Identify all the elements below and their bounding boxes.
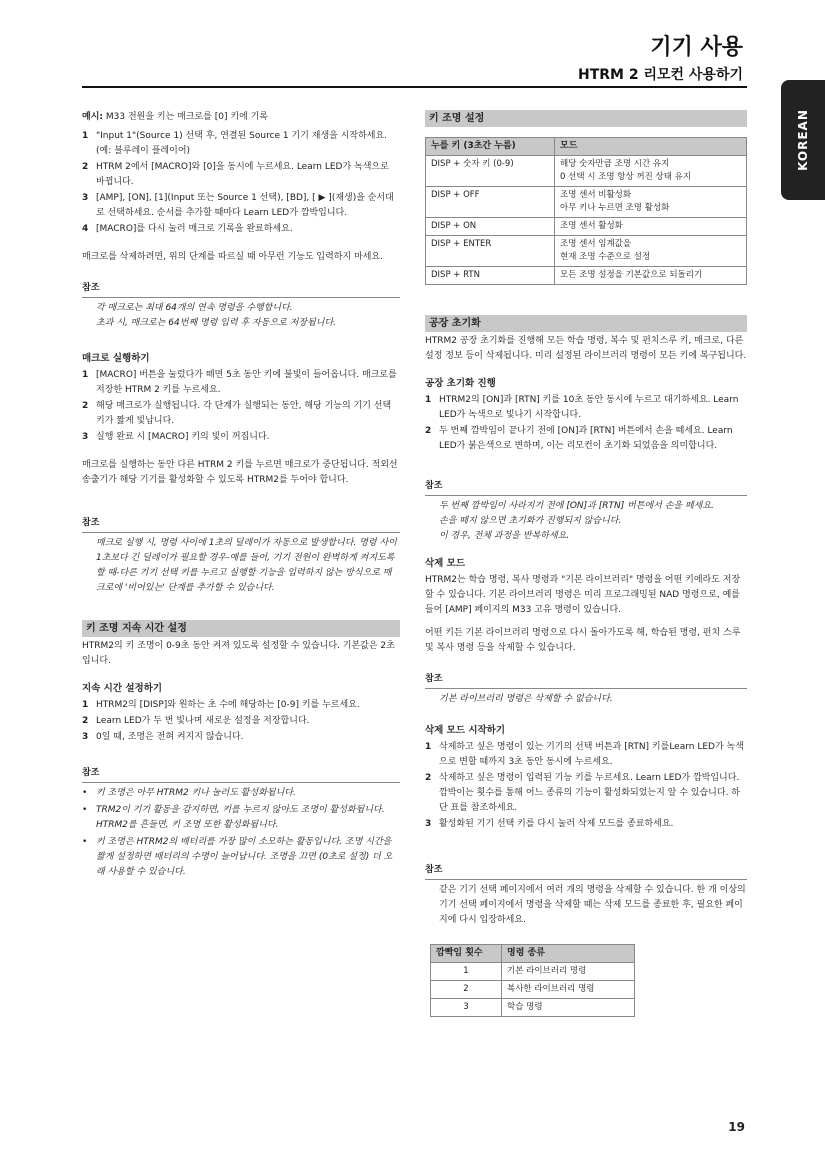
step-text: 삭제하고 싶은 명령이 있는 기기의 선택 버튼과 [RTN] 키를Learn LED가 녹색으로 변할 때까지 3초 동안 동시에 누르세요. — [439, 742, 744, 767]
start-delete-heading: 삭제 모드 시작하기 — [425, 725, 506, 736]
table-row — [431, 981, 635, 999]
table-cell: 학습 명령 — [502, 999, 635, 1017]
bullet: • — [82, 805, 88, 815]
table-row — [426, 187, 747, 218]
step-number: 1 — [82, 370, 89, 380]
step-text: [MACRO]를 다시 눌러 매크로 기록을 완료하세요. — [96, 224, 293, 234]
step-number: 1 — [425, 395, 432, 405]
table-row — [431, 963, 635, 981]
table-row — [426, 218, 747, 236]
note-heading: 참조 — [425, 672, 747, 689]
list-item — [82, 714, 400, 729]
duration-paragraph: HTRM2의 키 조명이 0-9초 동안 켜져 있도록 설정할 수 있습니다. 기본값은 2초입니다. — [82, 641, 395, 666]
note-body — [425, 499, 747, 544]
bullet: • — [82, 837, 88, 847]
list-item — [82, 430, 400, 445]
step-text: HTRM2의 [DISP]와 원하는 초 수에 해당하는 [0-9] 키를 누르세요. — [96, 700, 360, 710]
step-number: 2 — [82, 162, 89, 172]
table-cell: DISP + OFF — [426, 187, 555, 218]
table-row — [426, 267, 747, 285]
step-number: 2 — [82, 401, 89, 411]
step-number: 3 — [82, 732, 89, 742]
table-row — [426, 236, 747, 267]
step-number: 2 — [425, 426, 432, 436]
example-label: 예시: — [82, 112, 103, 122]
factory-paragraph: HTRM2 공장 초기화를 진행해 모든 학습 명령, 복수 및 펀치스루 키, 매크로, 다른 설정 정보 등이 삭제됩니다. 미리 설정된 라이브러리 명령이 모든 키에 복구됩니다. — [425, 336, 747, 361]
example-line — [82, 110, 400, 125]
run-macro-paragraph: 매크로를 실행하는 동안 다른 HTRM 2 키를 누르면 매크로가 중단됩니다. 적외선 송출기가 해당 기기를 활성화할 수 있도록 HTRM2를 두어야 합니다. — [82, 460, 398, 485]
table-cell: 기본 라이브러리 명령 — [502, 963, 635, 981]
table-cell: 2 — [431, 981, 502, 999]
table-cell: 조명 센서 활성화 — [555, 218, 747, 236]
section-bar-factory-reset: 공장 초기화 — [425, 315, 747, 332]
section-bar-lighting: 키 조명 설정 — [425, 110, 747, 127]
table-cell: DISP + RTN — [426, 267, 555, 285]
table-cell: DISP + 숫자 키 (0-9) — [426, 156, 555, 187]
list-item — [82, 129, 400, 159]
table-cell: 모든 조명 설정을 기본값으로 되돌리기 — [555, 267, 747, 285]
list-item — [82, 803, 400, 833]
note-heading: 참조 — [425, 479, 747, 496]
list-item — [425, 393, 747, 423]
bullet-text: 키 조명은 아무 HTRM2 키나 눌러도 활성화됩니다. — [96, 788, 296, 798]
step-text: [MACRO] 버튼을 눌렀다가 떼면 5초 동안 키에 불빛이 들어옵니다. 매크로를 저장한 HTRM 2 키를 누르세요. — [96, 370, 397, 395]
note-bullets — [82, 786, 400, 880]
left-column — [82, 110, 400, 882]
start-delete-steps — [425, 740, 747, 832]
table-row — [426, 156, 747, 187]
factory-steps — [425, 393, 747, 454]
table-cell: 조명 센서 비활성화 아무 키나 누르면 조명 활성화 — [555, 187, 747, 218]
table-header: 모드 — [555, 138, 747, 156]
table-row — [431, 999, 635, 1017]
step-number: 3 — [82, 193, 89, 203]
table-header-row — [426, 138, 747, 156]
list-item — [82, 835, 400, 880]
note-body — [82, 301, 400, 331]
page-title: 기기 사용 — [650, 35, 743, 60]
step-number: 2 — [82, 716, 89, 726]
table-header: 누를 키 (3초간 누름) — [426, 138, 555, 156]
step-number: 1 — [82, 700, 89, 710]
delete-mode-heading: 삭제 모드 — [425, 558, 466, 569]
bullet: • — [82, 788, 88, 798]
list-item — [425, 817, 747, 832]
note-line: 두 번째 깜박임이 사라지기 전에 [ON]과 [RTN] 버튼에서 손을 떼세요. — [439, 501, 714, 511]
note-heading: 참조 — [82, 516, 400, 533]
right-column — [425, 110, 747, 1017]
delete-paragraph-1: HTRM2는 학습 명령, 복사 명령과 "기본 라이브러리" 명령을 어떤 키에라도 저장할 수 있습니다. 기본 라이브러리 명령은 미리 프로그래밍된 NAD 명령으로, 예를 들어 [AMP] 페이지의 M33 고유 명령이 있습니다. — [425, 575, 741, 615]
note-heading: 참조 — [82, 281, 400, 298]
note-body: 같은 기기 선택 페이지에서 여러 개의 명령을 삭제할 수 있습니다. 한 개 이상의 기기 선택 페이지에서 명령을 삭제할 때는 삭제 모드를 종료한 후, 필요한 페이지에 다시 입장하세요. — [439, 885, 746, 925]
note-line: 각 매크로는 최대 64개의 연속 명령을 수행합니다. — [96, 303, 293, 313]
note-heading: 참조 — [425, 863, 747, 880]
title-rule — [82, 86, 747, 88]
table-cell: 1 — [431, 963, 502, 981]
table-header: 명령 종류 — [502, 945, 635, 963]
language-tab-label: KOREAN — [796, 109, 810, 171]
step-number: 3 — [82, 432, 89, 442]
table-header: 깜빡임 횟수 — [431, 945, 502, 963]
lighting-table — [425, 137, 747, 285]
step-text: "Input 1"(Source 1) 선택 후, 연결된 Source 1 기기 재생을 시작하세요. (예: 블루레이 플레이어) — [96, 131, 388, 156]
language-tab — [781, 80, 825, 200]
page-subtitle: HTRM 2 리모컨 사용하기 — [577, 67, 743, 83]
table-cell: DISP + ENTER — [426, 236, 555, 267]
duration-steps — [82, 698, 400, 745]
table-header-row — [431, 945, 635, 963]
page-number: 19 — [728, 1120, 745, 1134]
factory-heading: 공장 초기화 진행 — [425, 378, 496, 389]
duration-heading: 지속 시간 설정하기 — [82, 683, 163, 694]
delete-macro-text: 매크로를 삭제하려면, 위의 단계를 따르실 때 아무런 기능도 입력하지 마세요. — [82, 252, 383, 262]
step-text: HTRM 2에서 [MACRO]와 [0]을 동시에 누르세요. Learn LED가 녹색으로 바뀝니다. — [96, 162, 389, 187]
step-number: 2 — [425, 773, 432, 783]
step-text: Learn LED가 두 번 빛나며 새로운 설정을 저장합니다. — [96, 716, 310, 726]
section-bar-duration: 키 조명 지속 시간 설정 — [82, 620, 400, 637]
note-body: 매크로 실행 시, 명령 사이에 1초의 딜레이가 자동으로 발생합니다. 명령 사이 1초보다 긴 딜레이가 필요할 경우-예를 들어, 기기 전원이 완벽하게 켜지도록 할 때-다른 기기 선택 키를 누르고 실행할 기능을 입력하지 않는 방식으로 매크로에 '비어있는' 단계를 추가할 수 있습니다. — [96, 538, 397, 593]
step-text: HTRM2의 [ON]과 [RTN] 키를 10초 동안 동시에 누르고 대기하세요. Learn LED가 녹색으로 빛나기 시작합니다. — [439, 395, 739, 420]
step-text: [AMP], [ON], [1](Input 또는 Source 1 선택), [BD], [ ▶ ](재생)을 순서대로 선택하세요. 순서를 추가할 때마다 Learn LED가 깜박입니다. — [96, 193, 394, 218]
step-text: 삭제하고 싶은 명령이 입력된 기능 키를 누르세요. Learn LED가 깜박입니다. 깜박이는 횟수를 통해 어느 종류의 기능이 활성화되었는지 알 수 있습니다. 하단 표를 참조하세요. — [439, 773, 740, 813]
bullet-text: TRM2이 기기 활동을 감지하면, 키를 누르지 않아도 조명이 활성화됩니다. HTRM2를 흔들면, 키 조명 또한 활성화됩니다. — [96, 805, 385, 830]
list-item — [82, 368, 400, 398]
run-steps — [82, 368, 400, 445]
step-number: 3 — [425, 819, 432, 829]
example-steps — [82, 129, 400, 237]
note-heading: 참조 — [82, 766, 400, 783]
list-item — [82, 191, 400, 221]
table-cell: 복사한 라이브러리 명령 — [502, 981, 635, 999]
run-macro-heading: 매크로 실행하기 — [82, 353, 150, 364]
list-item — [82, 222, 400, 237]
step-number: 1 — [82, 131, 89, 141]
list-item — [425, 740, 747, 770]
step-number: 1 — [425, 742, 432, 752]
step-text: 해당 매크로가 실행됩니다. 각 단계가 실행되는 동안, 해당 기능의 기기 선택 키가 짧게 빛납니다. — [96, 401, 392, 426]
bullet-text: 키 조명은 HTRM2의 배터리를 가장 많이 소모하는 활동입니다. 조명 시간을 짧게 설정하면 배터리의 수명이 늘어납니다. 조명을 끄면 (0초로 설정) 더 오래 사용할 수 있습니다. — [96, 837, 393, 877]
delete-paragraph-2: 어떤 키든 기본 라이브러리 명령으로 다시 돌아가도록 해, 학습된 명령, 펀치 스루 및 복사 명령 등을 삭제할 수 있습니다. — [425, 628, 741, 653]
step-text: 실행 완료 시 [MACRO] 키의 빛이 꺼집니다. — [96, 432, 270, 442]
step-text: 0일 때, 조명은 전혀 켜지지 않습니다. — [96, 732, 244, 742]
step-text: 두 번째 깜박임이 끝나기 전에 [ON]과 [RTN] 버튼에서 손을 떼세요. Learn LED가 붉은색으로 변하며, 이는 리모컨이 초기화 되었음을 의미합니다. — [439, 426, 733, 451]
note-line: 초과 시, 매크로는 64번째 명령 입력 후 자동으로 저장됩니다. — [96, 318, 337, 328]
note-line: 손을 떼지 않으면 초기화가 진행되지 않습니다. — [439, 516, 622, 526]
list-item — [82, 399, 400, 429]
table-cell: DISP + ON — [426, 218, 555, 236]
table-cell: 3 — [431, 999, 502, 1017]
blink-table — [430, 944, 635, 1017]
note-line: 이 경우, 전체 과정을 반복하세요. — [439, 531, 570, 541]
list-item — [82, 160, 400, 190]
example-text: M33 전원을 키는 매크로를 [0] 키에 기록 — [103, 112, 269, 122]
table-cell: 조명 센서 임계값을 현재 조명 수준으로 설정 — [555, 236, 747, 267]
step-number: 4 — [82, 224, 89, 234]
list-item — [82, 698, 400, 713]
list-item — [82, 786, 400, 801]
step-text: 활성화된 기기 선택 키를 다시 눌러 삭제 모드를 종료하세요. — [439, 819, 674, 829]
table-cell: 해당 숫자만큼 조명 시간 유지 0 선택 시 조명 항상 꺼진 상태 유지 — [555, 156, 747, 187]
list-item — [425, 771, 747, 816]
list-item — [425, 424, 747, 454]
list-item — [82, 730, 400, 745]
note-body: 기본 라이브러리 명령은 삭제할 수 없습니다. — [439, 694, 613, 704]
